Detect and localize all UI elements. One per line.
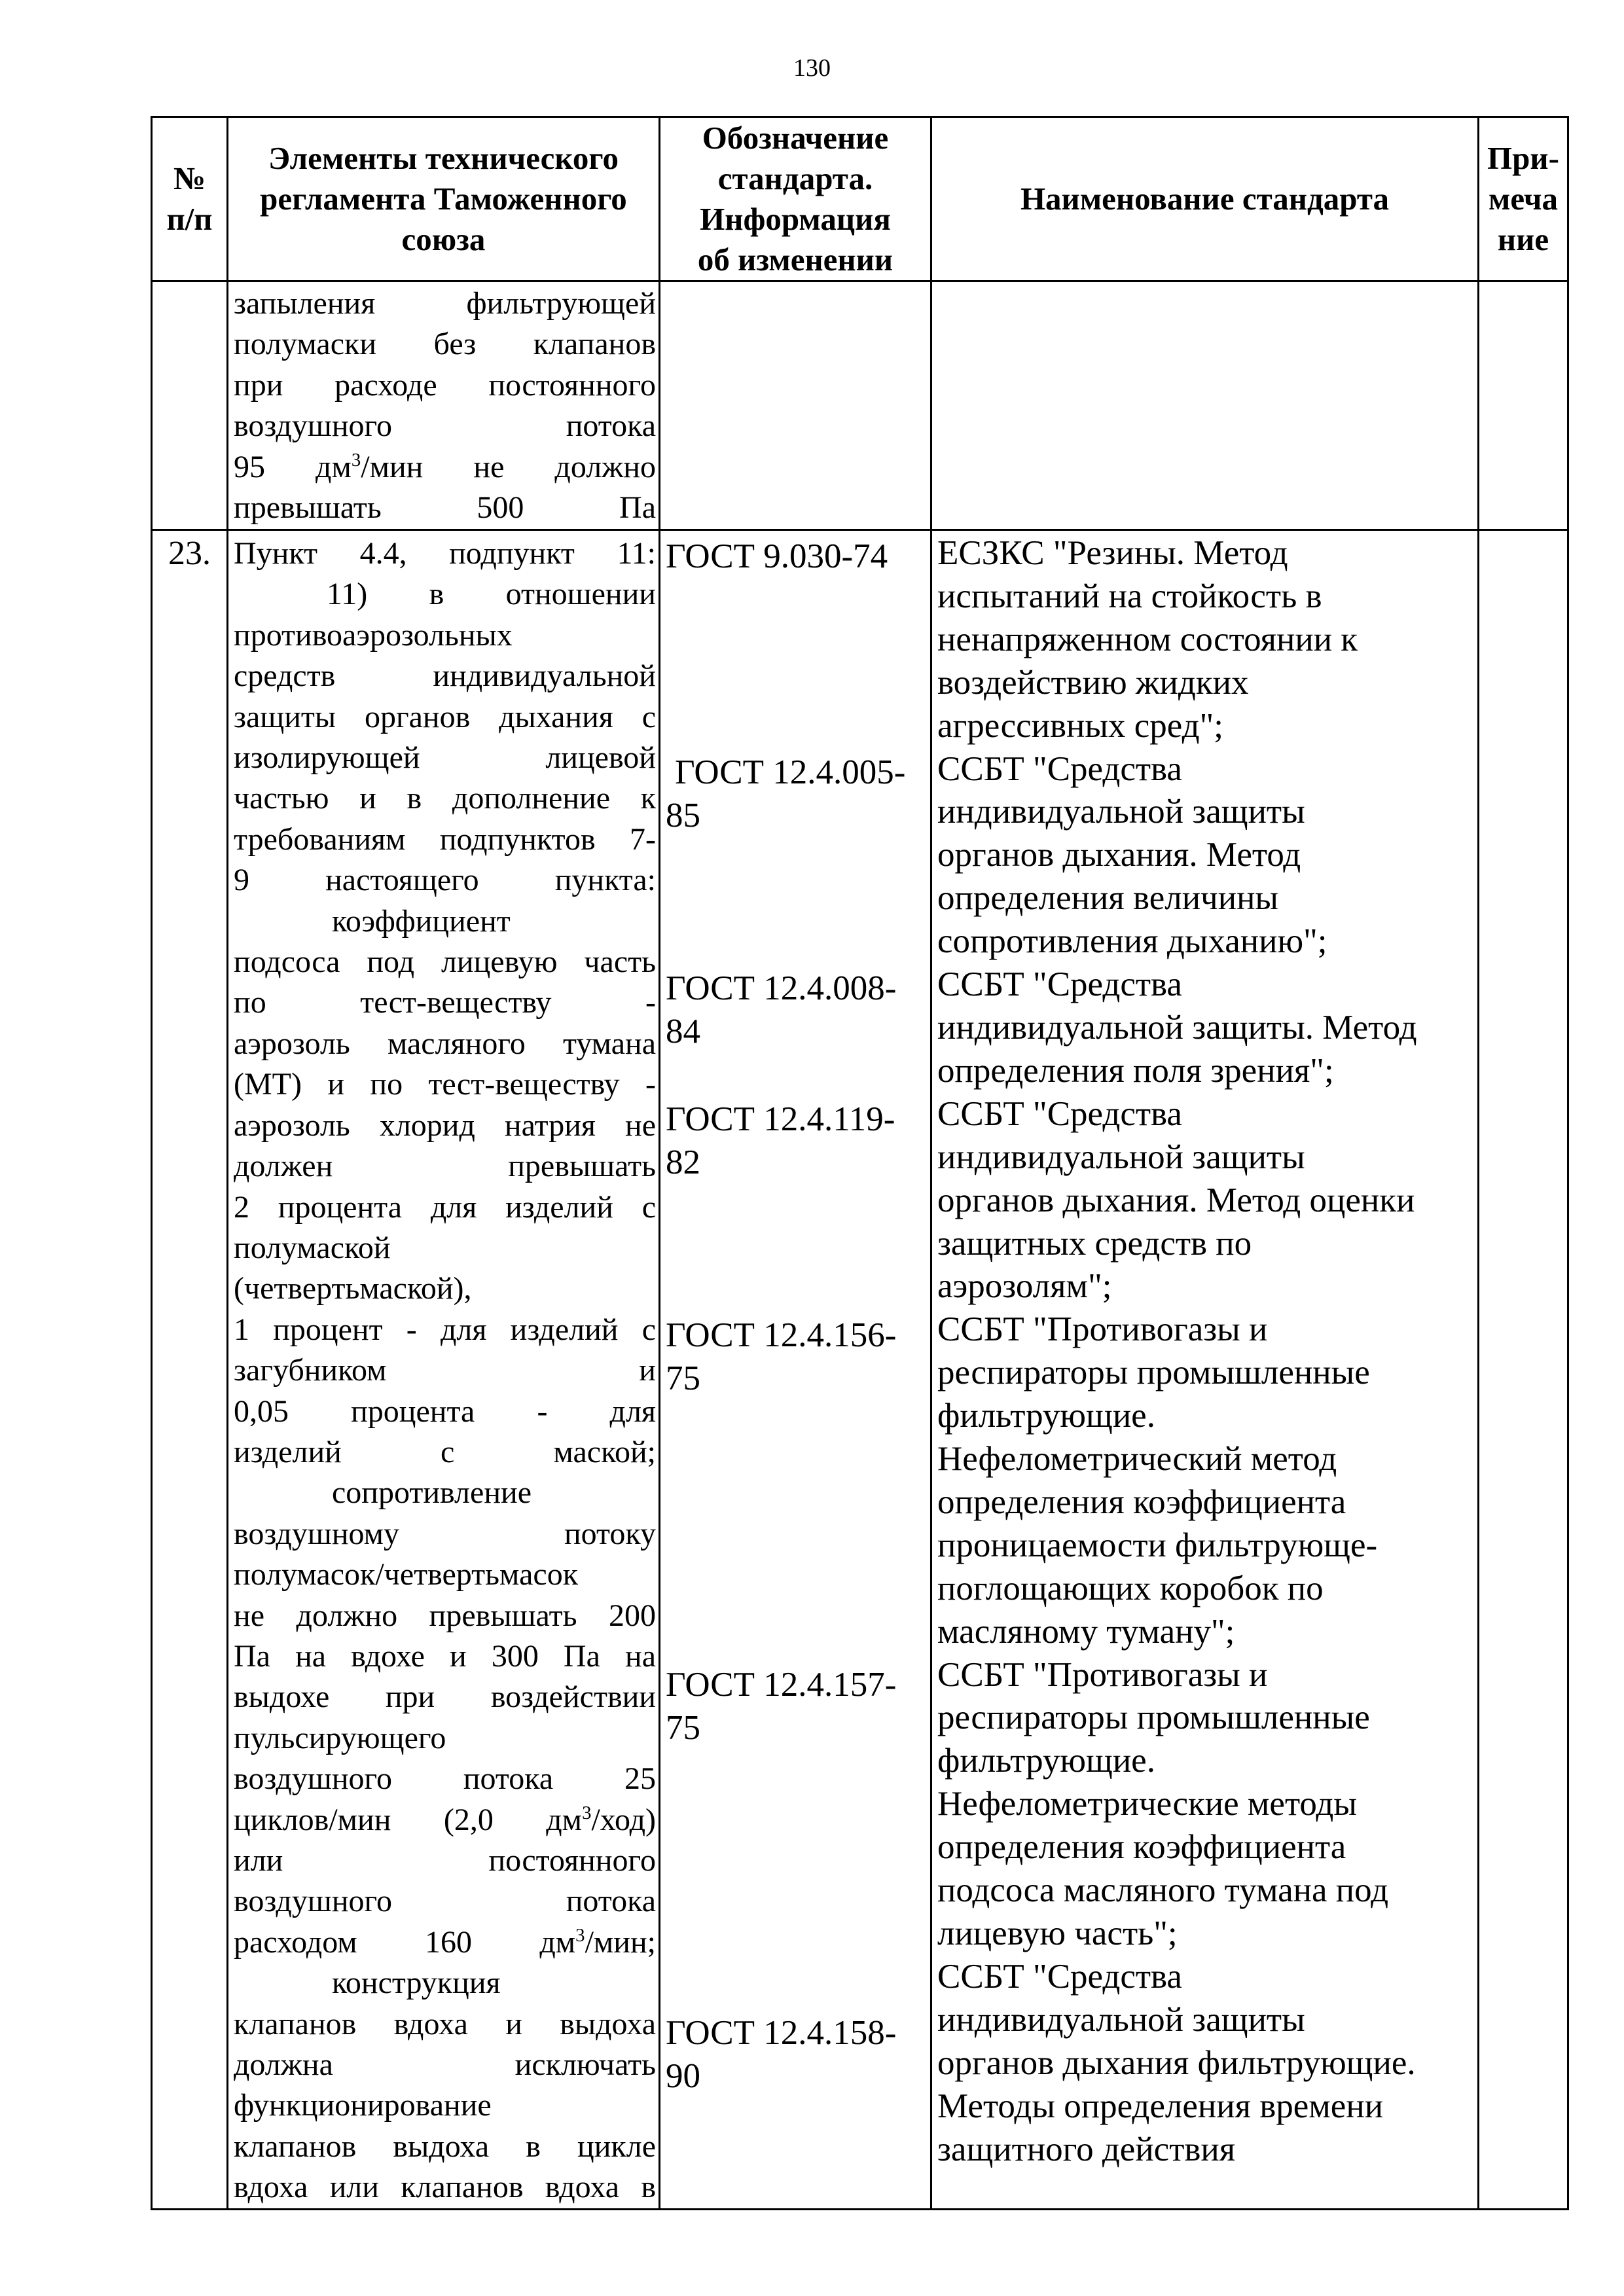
table-row-23 xyxy=(152,530,1568,2210)
text-line: воздушному потоку xyxy=(234,1516,656,1551)
text-line: выдохе при воздействии xyxy=(234,1679,656,1715)
standard-name-line: Нефелометрические методы xyxy=(937,1785,1357,1823)
header-designation: Обозначение стандарта. Информация об изменении xyxy=(660,117,931,281)
standard-name-line: определения коэффициента xyxy=(937,1828,1346,1867)
text-line: частью и в дополнение к xyxy=(234,781,656,816)
text-line: 11) в отношении xyxy=(327,577,656,612)
text-line: клапанов вдоха и выдоха xyxy=(234,2006,656,2041)
standard-code: ГОСТ 9.030-74 xyxy=(666,537,888,575)
text-line: функционирование xyxy=(234,2088,492,2123)
text-line: клапанов выдоха в цикле xyxy=(234,2128,656,2164)
text-line: сопротивление xyxy=(332,1475,532,1511)
page-number: 130 xyxy=(793,54,831,82)
standard-name-line: ненапряженном состоянии к xyxy=(937,620,1358,658)
standard-name-line: защитных средств по xyxy=(937,1224,1252,1263)
standard-name-line: защитного действия xyxy=(937,2130,1236,2168)
text-line: воздушного потока 25 xyxy=(234,1761,656,1797)
standard-name-line: фильтрующие. xyxy=(937,1397,1155,1435)
standard-name-line: органов дыхания. Метод xyxy=(937,836,1301,874)
cell-num: 23. xyxy=(152,530,228,2210)
cell-designation xyxy=(660,530,931,2210)
text-line: (МТ) и по тест-веществу - xyxy=(234,1067,656,1102)
cell-element xyxy=(228,530,660,2210)
standard-name-line: ССБТ "Противогазы и xyxy=(937,1655,1268,1694)
text-line: расходом 160 $дм^3$/мин; xyxy=(234,1924,656,1960)
standard-name-line: сопротивления дыханию"; xyxy=(937,922,1327,961)
standard-code: ГОСТ 12.4.157- 75 xyxy=(666,1666,897,1747)
header-name: Наименование стандарта xyxy=(931,117,1479,281)
standard-name-line: ССБТ "Средства xyxy=(937,965,1182,1004)
cell-designation-empty xyxy=(660,281,931,530)
standards-table xyxy=(151,116,1569,2210)
text-line: по тест-веществу - xyxy=(234,985,656,1020)
standard-name-line: индивидуальной защиты xyxy=(937,2000,1305,2039)
standard-name-line: определения поля зрения"; xyxy=(937,1051,1334,1090)
text-line: полумаской xyxy=(234,1230,391,1265)
text-line: пульсирующего xyxy=(234,1720,446,1755)
text-line: подсоса под лицевую часть xyxy=(234,944,656,980)
text-line: загубником и xyxy=(234,1353,656,1388)
text-line: изолирующей лицевой xyxy=(234,740,656,776)
header-element: Элементы технического регламента Таможенного союза xyxy=(228,117,660,281)
text-line: циклов/мин (2,0 $дм^3/ход$) xyxy=(234,1802,656,1837)
standard-name-line: ССБТ "Средства xyxy=(937,1094,1182,1133)
cell-name-empty xyxy=(931,281,1479,530)
standard-name-line: ССБТ "Противогазы и xyxy=(937,1310,1268,1349)
standard-name-line: фильтрующие. xyxy=(937,1742,1155,1780)
text-line: требованиям подпунктов 7- xyxy=(234,821,656,857)
header-note: При- меча ние xyxy=(1479,117,1568,281)
text-line: 95 $дм^3$/мин не должно xyxy=(234,449,657,484)
cell-element-continuation xyxy=(228,281,660,530)
text-line: 2 процента для изделий с xyxy=(234,1189,656,1225)
standard-code: ГОСТ 12.4.005- 85 xyxy=(666,753,906,834)
text-line: средств индивидуальной xyxy=(234,658,656,694)
standard-name-line: воздействию жидких xyxy=(937,663,1249,702)
standard-name-line: лицевую часть"; xyxy=(937,1914,1178,1952)
standard-name-line: ССБТ "Средства xyxy=(937,749,1182,788)
standard-name-line: Методы определения времени xyxy=(937,2087,1384,2125)
standard-name-line: органов дыхания. Метод оценки xyxy=(937,1181,1415,1219)
text-line: 1 процент - для изделий с xyxy=(234,1312,656,1347)
text-line: аэрозоль масляного тумана xyxy=(234,1026,656,1061)
standard-name-line: испытаний на стойкость в xyxy=(937,577,1322,615)
text-line: защиты органов дыхания с xyxy=(234,699,656,734)
text-line: воздушного потока xyxy=(234,1884,656,1919)
standard-name-line: респираторы промышленные xyxy=(937,1698,1370,1737)
standard-name-line: аэрозолям"; xyxy=(937,1267,1112,1306)
text-line: воздушного потока xyxy=(234,408,656,444)
text-line: полумасок/четвертьмасок xyxy=(234,1557,579,1592)
text-line: должен превышать xyxy=(234,1149,656,1184)
table-row-continuation xyxy=(152,281,1568,530)
text-line: 0,05 процента - для xyxy=(234,1393,656,1429)
text-line: Пункт 4.4, подпункт 11: xyxy=(234,536,656,571)
standard-name-line: поглощающих коробок по xyxy=(937,1569,1324,1607)
standard-name-line: ЕСЗКС "Резины. Метод xyxy=(937,534,1288,572)
cell-note xyxy=(1479,530,1568,2210)
standard-name-line: респираторы промышленные xyxy=(937,1354,1370,1392)
text-line: или постоянного xyxy=(234,1843,656,1878)
header-num: № п/п xyxy=(152,117,228,281)
text-line: полумаски без клапанов xyxy=(234,327,656,362)
text-line: аэрозоль хлорид натрия не xyxy=(234,1107,656,1143)
standard-name-line: ССБТ "Средства xyxy=(937,1957,1182,1996)
text-line: вдоха или клапанов вдоха в xyxy=(234,2170,656,2205)
standard-name-line: агрессивных сред"; xyxy=(937,706,1223,745)
cell-num-empty xyxy=(152,281,228,530)
text-line: конструкция xyxy=(332,1965,501,2001)
standard-name-line: индивидуальной защиты xyxy=(937,793,1305,831)
standard-name-line: определения коэффициента xyxy=(937,1482,1346,1521)
text-line: изделий с маской; xyxy=(234,1434,656,1469)
cell-note-empty xyxy=(1479,281,1568,530)
standard-name-line: подсоса масляного тумана под xyxy=(937,1871,1389,1910)
standard-code: ГОСТ 12.4.156- 75 xyxy=(666,1316,897,1397)
text-line: запыления фильтрующей xyxy=(234,286,656,321)
standard-code: ГОСТ 12.4.158- 90 xyxy=(666,2014,897,2095)
text-line: 9 настоящего пункта: xyxy=(234,863,656,898)
table-header-row xyxy=(152,117,1568,281)
text-line: коэффициент xyxy=(332,903,511,939)
text-line: при расходе постоянного xyxy=(234,367,656,403)
text-line: противоаэрозольных xyxy=(234,617,513,653)
standard-code: ГОСТ 12.4.119- 82 xyxy=(666,1100,895,1181)
text-line: должна исключать xyxy=(234,2047,656,2083)
text-line: (четвертьмаской), xyxy=(234,1271,472,1306)
standard-name-line: проницаемости фильтрующе- xyxy=(937,1526,1378,1564)
standard-code: ГОСТ 12.4.008- 84 xyxy=(666,969,897,1050)
standard-name-line: определения величины xyxy=(937,879,1279,918)
standard-name-line: органов дыхания фильтрующие. xyxy=(937,2043,1416,2082)
standard-name-line: индивидуальной защиты. Метод xyxy=(937,1008,1417,1047)
text-line: Па на вдохе и 300 Па на xyxy=(234,1638,656,1674)
cell-name xyxy=(931,530,1479,2210)
standard-name-line: масляному туману"; xyxy=(937,1612,1235,1651)
text-line: не должно превышать 200 xyxy=(234,1598,656,1633)
standard-name-line: индивидуальной защиты xyxy=(937,1138,1305,1176)
text-line: превышать 500 Па xyxy=(234,490,656,526)
standard-name-line: Нефелометрический метод xyxy=(937,1440,1337,1479)
